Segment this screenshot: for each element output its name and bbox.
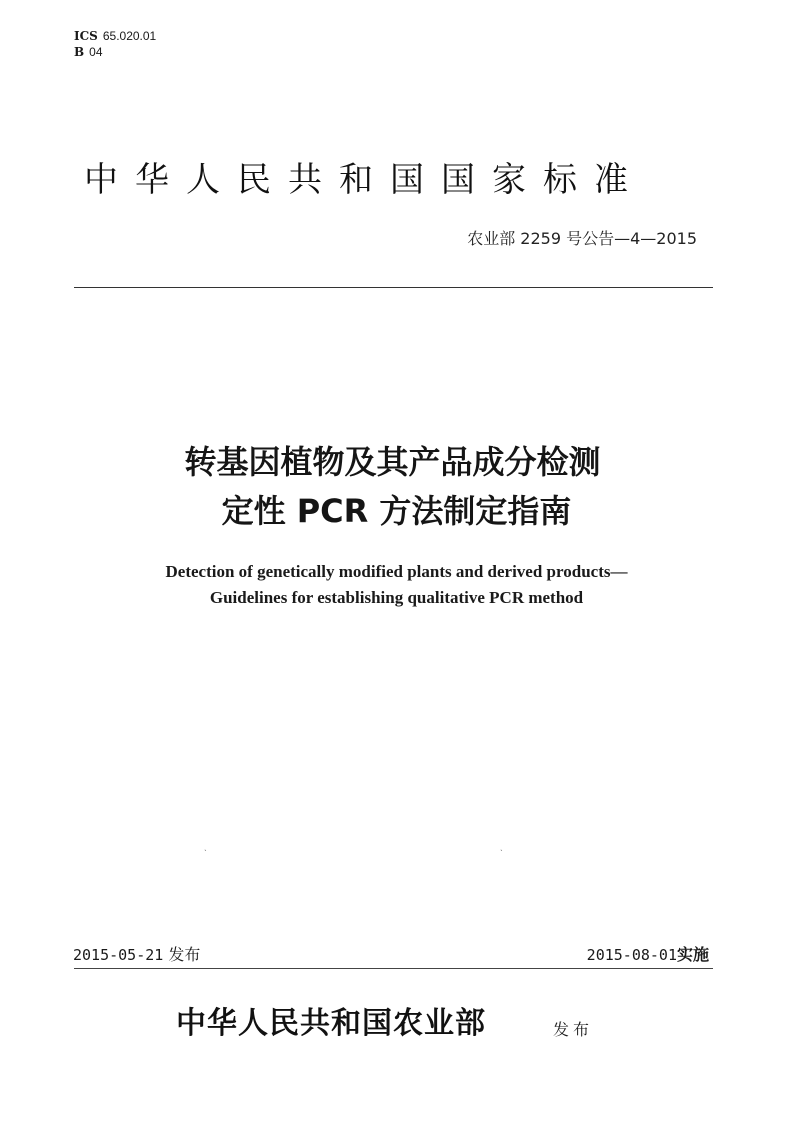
implementation-date: 2015-08-01 [586,946,677,964]
bottom-divider [74,968,713,969]
issue-date: 2015-05-21 [73,946,164,964]
issue-label: 发布 [168,945,201,964]
standard-number: 农业部 2259 号公告—4—2015 [467,229,697,248]
title-en-line-1: Detection of genetically modified plants and derived products— [165,562,628,581]
ccs-code [74,45,103,59]
issue-date-line [73,945,200,965]
implementation-label: 实施 [676,945,709,964]
title-cn-line-2: 定性 PCR 方法制定指南 [221,492,572,530]
implementation-date-line [587,945,709,965]
ics-prefix: ICS [74,29,98,43]
ccs-prefix: B [74,45,85,59]
standard-type-heading: 中华人民共和国国家标准 [84,160,645,200]
scan-speck: ˴ [500,845,503,854]
title-en-line-2: Guidelines for establishing qualitative PCR method [209,588,584,607]
ccs-value: 04 [89,45,103,59]
issuer-name: 中华人民共和国农业部 [176,1006,486,1041]
title-cn-line-1: 转基因植物及其产品成分检测 [184,443,601,481]
ics-code [74,29,156,43]
top-divider [74,287,713,288]
scan-speck: ˴ [204,845,207,854]
ics-value: 65.020.01 [102,29,157,43]
issuer-action: 发布 [553,1020,594,1039]
